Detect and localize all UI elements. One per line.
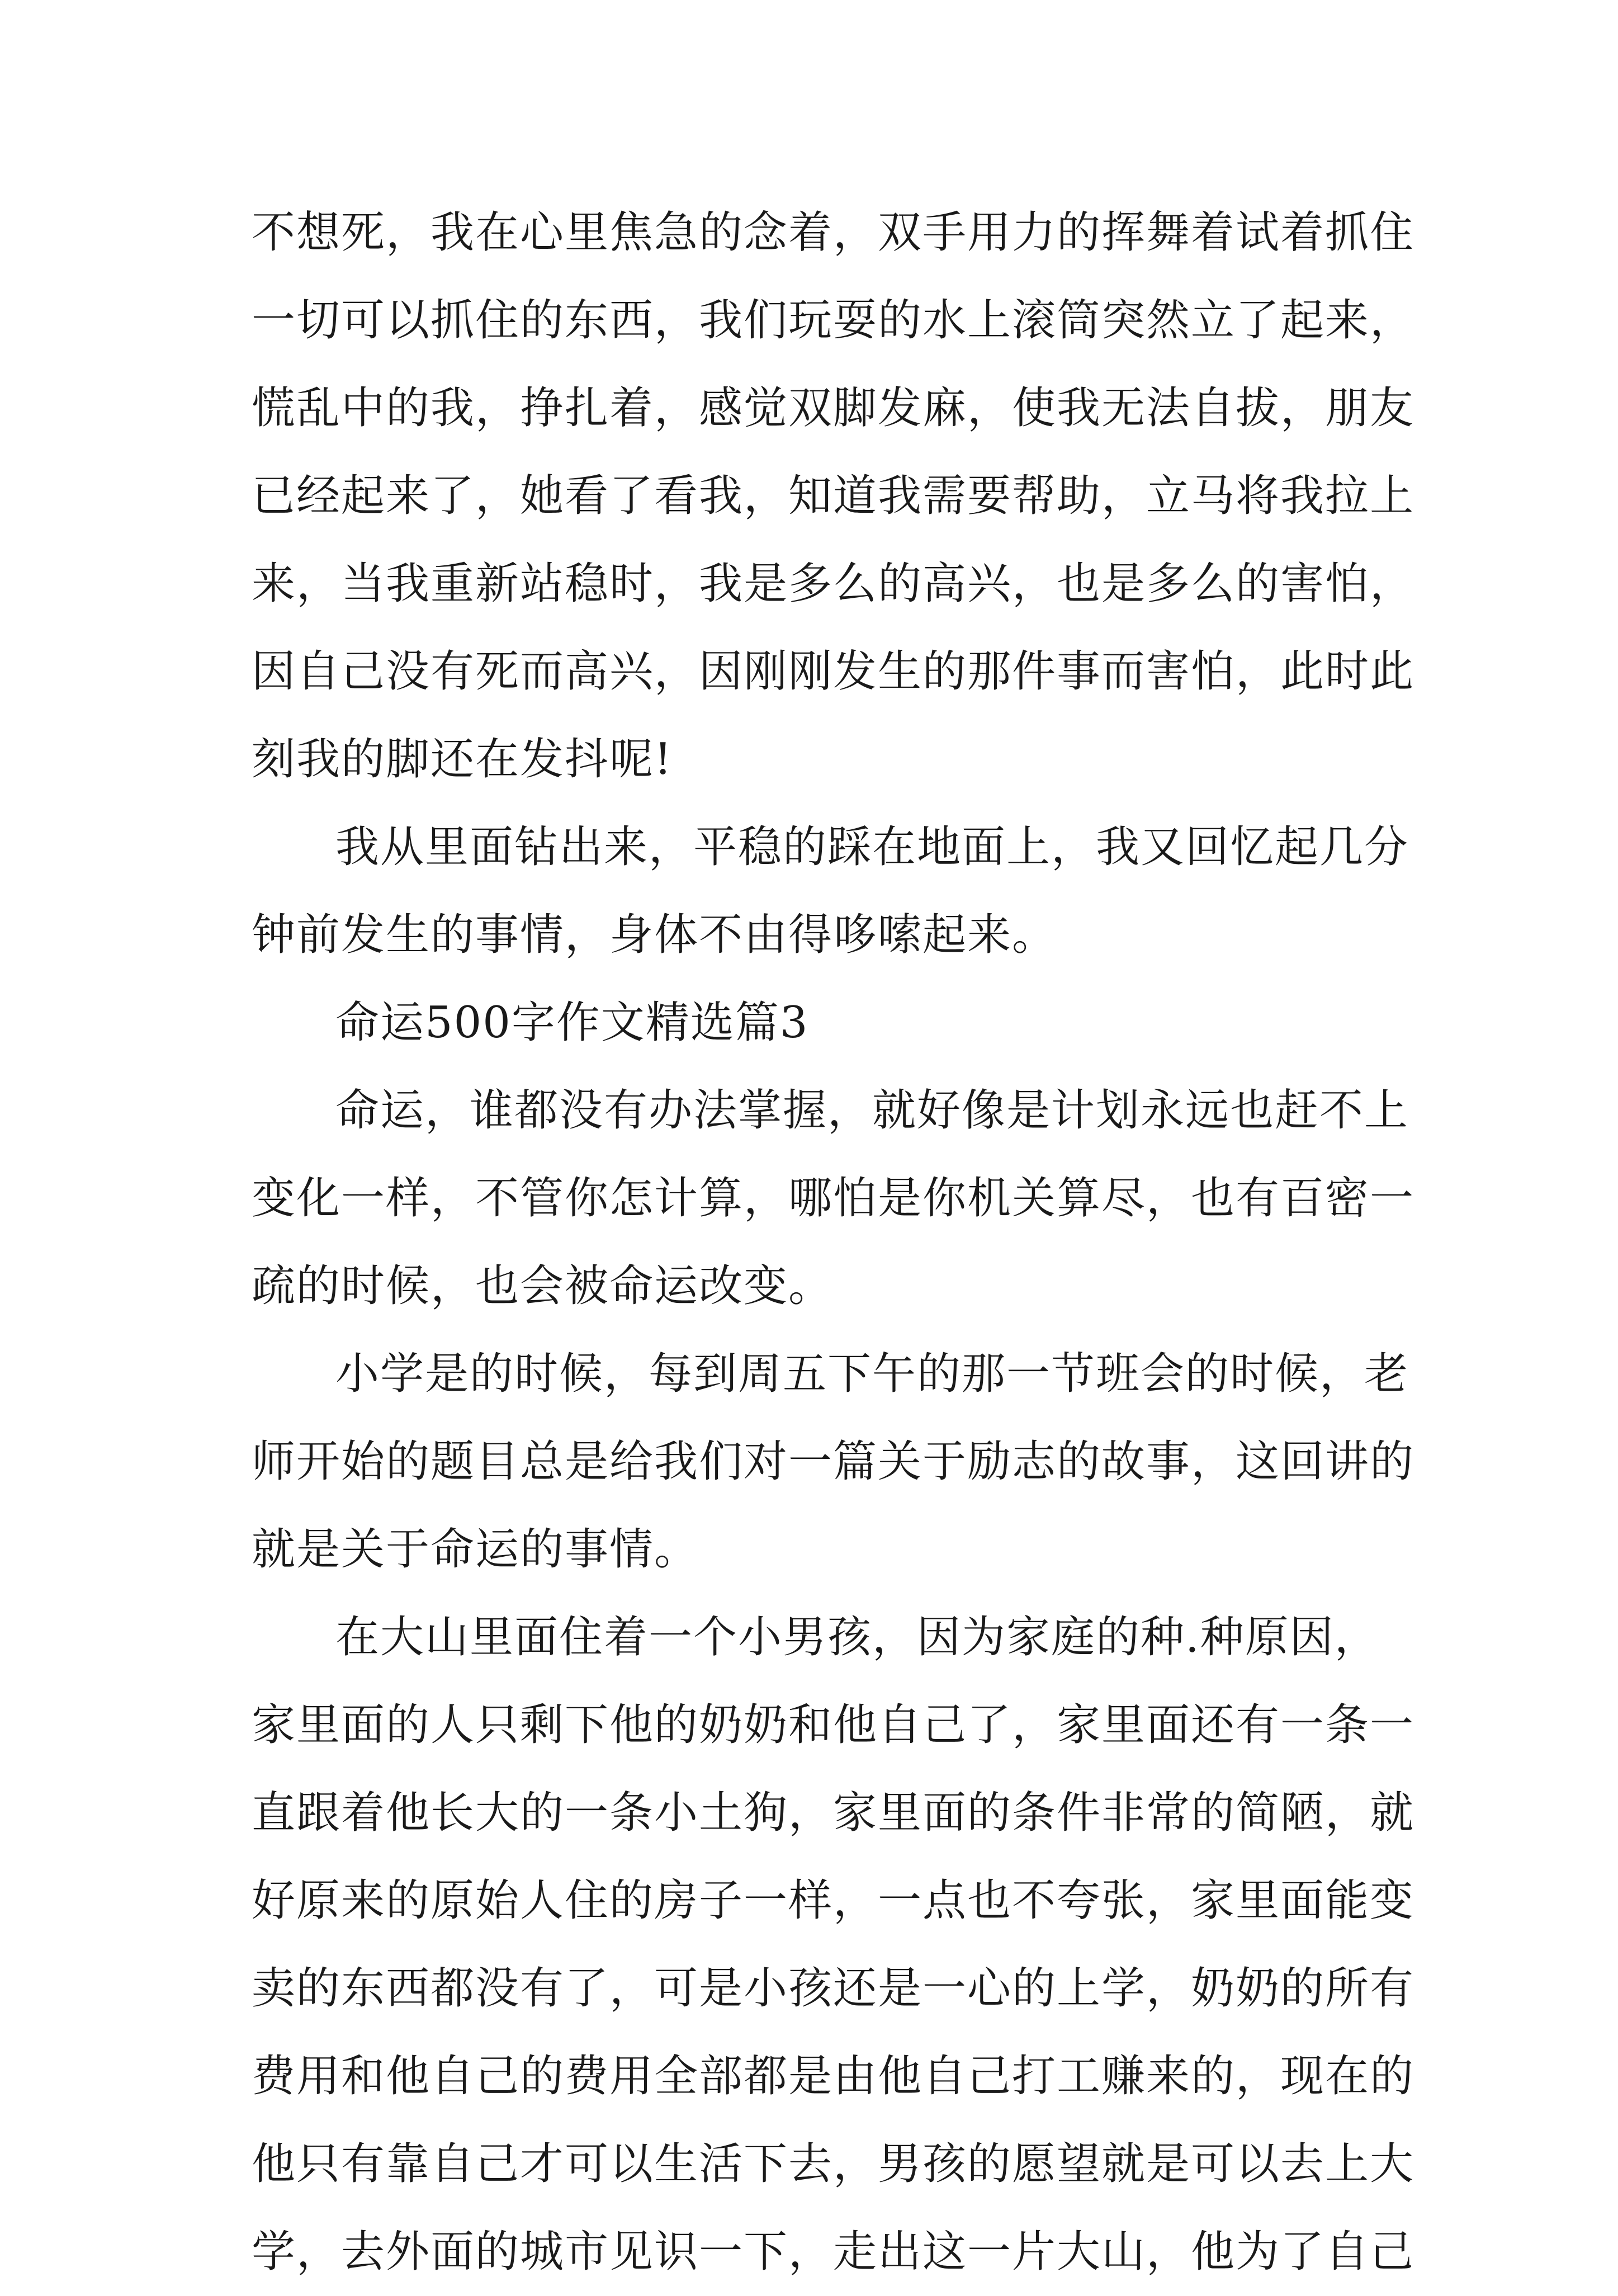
- section-heading: 命运500字作文精选篇3: [335, 998, 809, 1048]
- text-line: 变化一样，不管你怎计算，哪怕是你机关算尽，也有百密一: [252, 1173, 1415, 1223]
- text-line: 直跟着他长大的一条小土狗，家里面的条件非常的简陋，就: [252, 1788, 1415, 1838]
- text-line: 我从里面钻出来，平稳的踩在地面上，我又回忆起几分: [335, 822, 1409, 872]
- text-line: 师开始的题目总是给我们对一篇关于励志的故事，这回讲的: [252, 1437, 1415, 1487]
- text-line: 钟前发生的事情，身体不由得哆嗦起来。: [252, 910, 1057, 960]
- text-line: 命运，谁都没有办法掌握，就好像是计划永远也赶不上: [335, 1085, 1409, 1136]
- text-line: 费用和他自己的费用全部都是由他自己打工赚来的，现在的: [252, 2051, 1415, 2101]
- text-line: 刻我的脚还在发抖呢!: [252, 734, 673, 785]
- text-line: 学，去外面的城市见识一下，走出这一片大山，他为了自己: [252, 2227, 1415, 2277]
- text-line: 慌乱中的我，挣扎着，感觉双脚发麻，使我无法自拔，朋友: [252, 383, 1415, 433]
- document-body: [252, 189, 1415, 2296]
- text-line: 一切可以抓住的东西，我们玩耍的水上滚筒突然立了起来，: [252, 295, 1415, 346]
- text-line: 就是关于命运的事情。: [252, 1524, 699, 1575]
- text-line: 疏的时候，也会被命运改变。: [252, 1261, 834, 1311]
- text-line: 他只有靠自己才可以生活下去，男孩的愿望就是可以去上大: [252, 2139, 1415, 2189]
- text-line: 家里面的人只剩下他的奶奶和他自己了，家里面还有一条一: [252, 1700, 1415, 1750]
- text-line: 来，当我重新站稳时，我是多么的高兴，也是多么的害怕，: [252, 559, 1415, 609]
- text-line: 卖的东西都没有了，可是小孩还是一心的上学，奶奶的所有: [252, 1963, 1415, 2014]
- text-line: 好原来的原始人住的房子一样，一点也不夸张，家里面能变: [252, 1875, 1415, 1926]
- text-line: 不想死，我在心里焦急的念着，双手用力的挥舞着试着抓住: [252, 207, 1415, 258]
- text-line: 小学是的时候，每到周五下午的那一节班会的时候，老: [335, 1349, 1409, 1399]
- text-line: 因自己没有死而高兴，因刚刚发生的那件事而害怕，此时此: [252, 646, 1415, 697]
- text-line: 已经起来了，她看了看我，知道我需要帮助，立马将我拉上: [252, 471, 1415, 521]
- text-line: 在大山里面住着一个小男孩，因为家庭的种.种原因，: [335, 1612, 1379, 1662]
